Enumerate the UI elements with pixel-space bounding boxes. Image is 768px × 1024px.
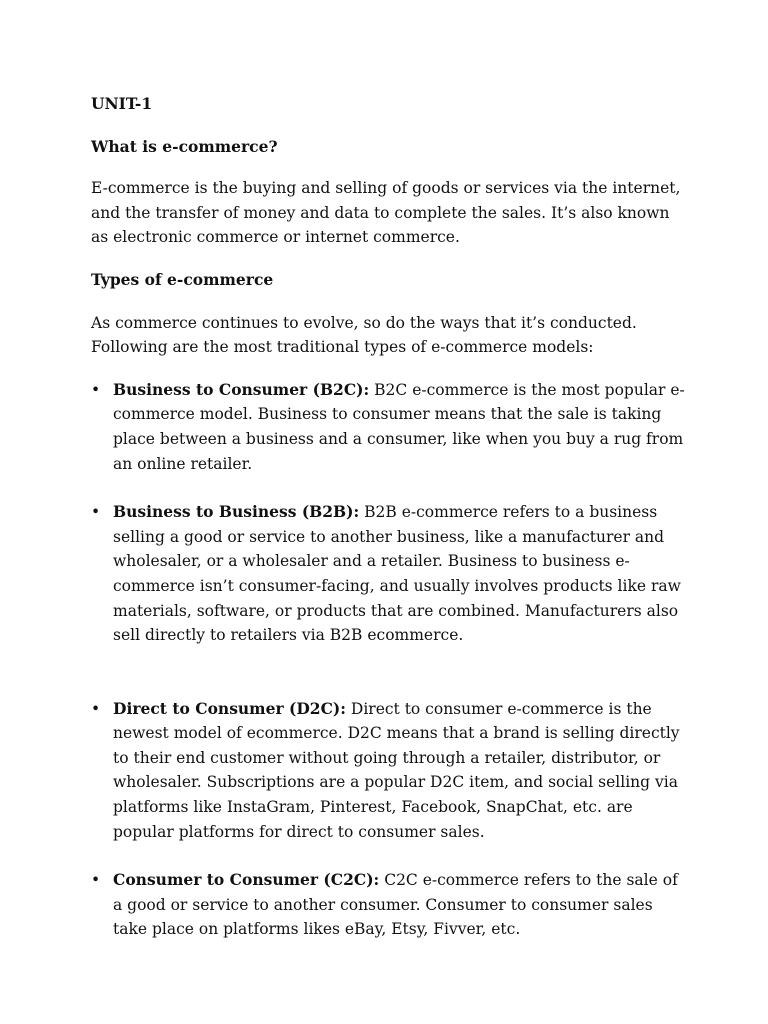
term-b2c: Business to Consumer (B2C): [113, 379, 370, 399]
list-item-d2c [91, 697, 691, 845]
list-item-c2c [91, 868, 691, 942]
description-b2b: B2B e-commerce refers to a business selling a good or service to another business, like a manufacturer and wholesaler, or a wholesaler and a retailer. Business to business e-commerce isn’t consumer-facing, and usually involves products like raw materials, software, or products that are combined. Manufacturers also sell directly to retailers via B2B ecommerce. [113, 503, 681, 645]
term-d2c: Direct to Consumer (D2C): [113, 698, 346, 718]
description-d2c: Direct to consumer e-commerce is the newest model of ecommerce. D2C means that a brand is selling directly to their end customer without going through a retailer, distributor, or wholesaler. Subscriptions are a popular D2C item, and social selling via platforms like InstaGram, Pinterest, Facebook, SnapChat, etc. are popular platforms for direct to consumer sales. [113, 699, 680, 841]
section-heading-types: Types of e-commerce [91, 269, 274, 289]
unit-title: UNIT-1 [91, 94, 153, 113]
list-item-b2b [91, 500, 691, 648]
bullet-icon: • [91, 699, 101, 718]
bullet-icon: • [91, 871, 101, 890]
term-b2b: Business to Business (B2B): [113, 502, 360, 522]
list-item-b2c [91, 378, 691, 476]
bullet-icon: • [91, 380, 101, 399]
description-b2c: B2C e-commerce is the most popular e-commerce model. Business to consumer means that the sale is taking place between a business and a consumer, like when you buy a rug from an online retailer. [113, 380, 685, 473]
bullet-icon: • [91, 503, 101, 522]
section-heading-what-is-ecommerce: What is e-commerce? [91, 136, 278, 156]
description-c2c: C2C e-commerce refers to the sale of a good or service to another consumer. Consumer to consumer sales take place on platforms likes eBay, Etsy, Fivver, etc. [113, 871, 678, 939]
term-c2c: Consumer to Consumer (C2C): [113, 870, 380, 890]
types-intro-paragraph: As commerce continues to evolve, so do the ways that it’s conducted. Following are the most traditional types of e-commerce models: [91, 313, 637, 357]
definition-paragraph: E-commerce is the buying and selling of goods or services via the internet, and the transfer of money and data to complete the sales. It’s also known as electronic commerce or internet commerce. [91, 179, 681, 247]
ecommerce-types-list [91, 378, 691, 942]
document-page [91, 92, 691, 942]
